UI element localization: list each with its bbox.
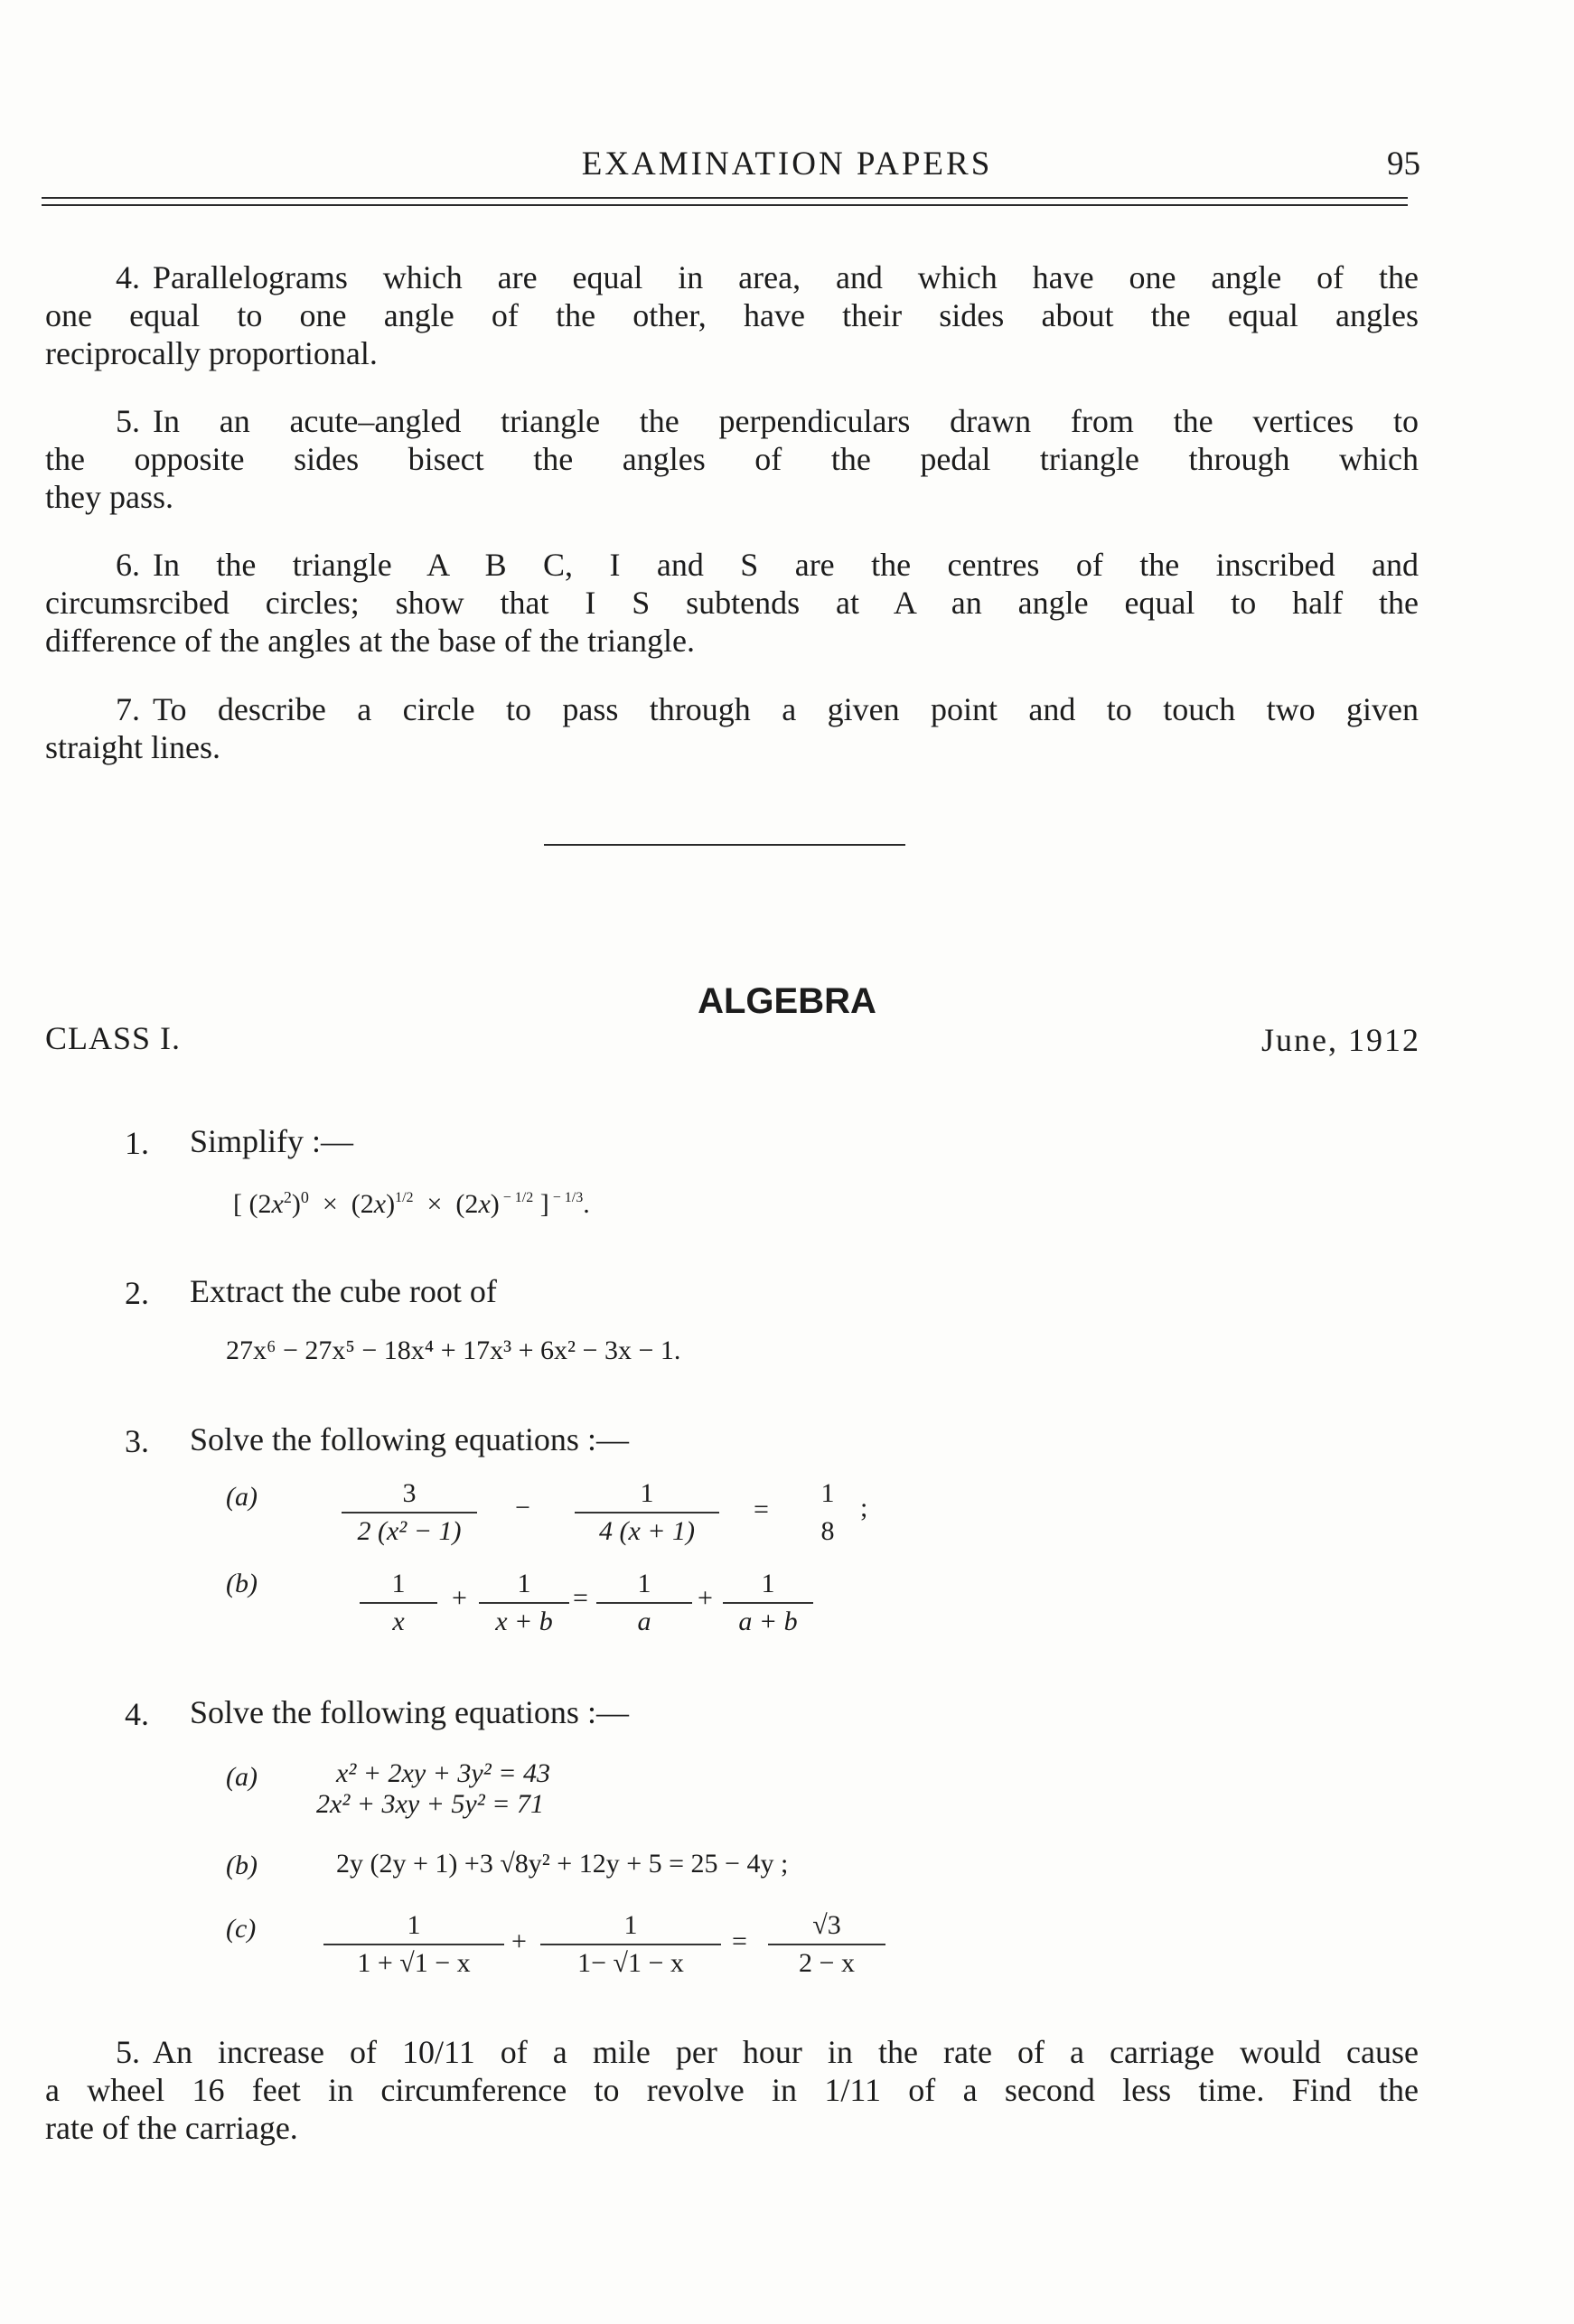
math-expression: 2x² + 3xy + 5y² = 71 [316,1789,544,1819]
question-number: 3. [125,1423,149,1459]
part-label: (a) [226,1762,258,1792]
question-text: Solve the following equations :— [190,1694,629,1730]
fraction: 3 2 (x² − 1) [342,1478,477,1547]
running-header: EXAMINATION PAPERS [581,145,993,183]
math-expression: 27x⁶ − 27x⁵ − 18x⁴ + 17x³ + 6x² − 3x − 1. [226,1335,681,1365]
fraction: 1 x + b [479,1569,569,1637]
math-expression: x² + 2xy + 3y² = 43 [336,1758,550,1788]
header-rule-top [42,197,1408,199]
part-label: (a) [226,1482,258,1512]
question-text: Simplify :— [190,1123,354,1159]
operator: + [698,1583,713,1613]
section-title: ALGEBRA [698,981,876,1021]
operator: − [515,1493,530,1523]
section-divider [544,844,905,846]
operator: + [511,1926,527,1956]
page-number: 95 [1387,145,1420,183]
question-number: 4. [125,1696,149,1732]
fraction: 1 a [596,1569,692,1637]
operator: + [452,1583,467,1613]
geometry-question-6: 6. In the triangle A B C, I and S are the centres of the inscribed and circumsrcibed circles; show that I S subtends at A an angle equal to half the difference of the angles at the base of the triangle. [45,547,1419,659]
operator: ; [860,1493,868,1523]
fraction: 1 a + b [723,1569,813,1637]
part-label: (c) [226,1914,257,1944]
math-expression: [ $(2x^2)^0 \times (2x)^{1/2} \times (2x)$ $^{- 1/2}$ ] $^{- 1/3}$. [233,1188,590,1219]
fraction: 1 1 + √1 − x [323,1910,504,1979]
geometry-question-5: 5. In an acute–angled triangle the perpendiculars drawn from the vertices to the opposite sides bisect the angles of the pedal triangle through which they pass. [45,403,1419,515]
math-expression: 2y (2y + 1) +3 √8y² + 12y + 5 = 25 − 4y ; [336,1849,789,1879]
fraction: 1 8 [820,1478,835,1546]
operator: = [573,1583,588,1613]
fraction: 1 4 (x + 1) [575,1478,719,1547]
exam-date: June, 1912 [1261,1022,1420,1058]
header-rule-bottom [42,204,1408,206]
question-number: 1. [125,1125,149,1161]
algebra-question-5: 5. An increase of 10/11 of a mile per hour in the rate of a carriage would cause a wheel 16 feet in circumference to revolve in 1/11 of a second less time. Find the rate of the carriage. [45,2034,1419,2146]
fraction: 1 x [360,1569,437,1637]
question-number: 2. [125,1275,149,1311]
question-text: Extract the cube root of [190,1273,497,1309]
part-label: (b) [226,1851,258,1880]
geometry-question-4: 4. Parallelograms which are equal in area, and which have one angle of the one equal to one angle of the other, have their sides about the equal angles reciprocally proportional. [45,259,1419,371]
part-label: (b) [226,1569,258,1598]
geometry-question-7: 7. To describe a circle to pass through a given point and to touch two given straight lines. [45,691,1419,765]
operator: = [754,1495,769,1524]
operator: = [732,1926,747,1956]
question-text: Solve the following equations :— [190,1421,629,1457]
fraction: 1 1− √1 − x [540,1910,721,1979]
class-label: CLASS I. [45,1020,182,1056]
fraction: √3 2 − x [768,1910,885,1979]
